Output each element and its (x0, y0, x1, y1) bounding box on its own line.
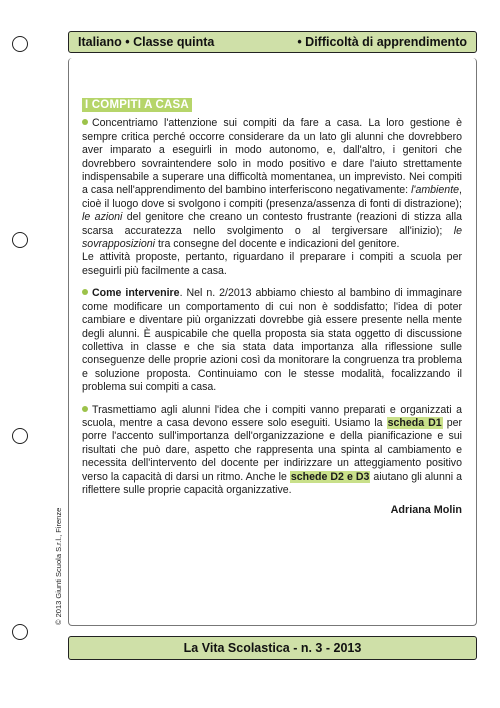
bullet-icon (82, 406, 88, 412)
worksheet-d2-d3-highlight: schede D2 e D3 (290, 470, 370, 483)
paragraph-intervention: Come intervenire. Nel n. 2/2013 abbiamo chiesto al bambino di immaginare come modificare un comportamento di cui non è soddisfatto; l'idea di poter cambiare e diventare più organizzati dovrebbe già essere presente nella mente degli alunni. È auspicabile che quella proposta sia stata oggetto di discussione collettiva in classe e che sia stata data importanza alla riflessione sulle conseguenze delle proprie azioni così da monitorare la congruenza tra problema e soluzione proposta. Continuiamo con le stesse modalità, focalizzando il problema sui compiti a casa. (82, 287, 463, 394)
paragraph-worksheets: Trasmettiamo agli alunni l'idea che i compiti vanno preparati e organizzati a scuola, mentre a casa devono essere solo eseguiti. Usiamo la scheda D1 per porre l'accento sull'importanza dell'organizzazione e della pianificazione e sui risultati che può dare, aspetto che rappresenta una spinta al cambiamento e necessita dell'intervento del docente per indirizzare un atteggiamento positivo verso la capacità di darsi un ritmo. Anche le schede D2 e D3 aiutano gli alunni a riflettere sulle proprie capacità organizzative. (82, 403, 463, 496)
header-bar (68, 31, 477, 53)
footer-bar (68, 636, 477, 660)
copyright-note: © 2013 Giunti Scuola S.r.l., Firenze (54, 507, 63, 625)
paragraph-activities: Le attività proposte, pertanto, riguardano il preparare i compiti a scuola per eseguirli più facilmente a casa. (82, 251, 462, 277)
bullet-icon (82, 119, 88, 125)
header-subject: Italiano • Classe quinta (78, 35, 215, 49)
article-body (82, 98, 462, 518)
header-topic: • Difficoltà di apprendimento (297, 35, 467, 49)
worksheet-d1-highlight: scheda D1 (387, 416, 442, 429)
binder-hole-3 (12, 428, 28, 444)
footer-publication: La Vita Scolastica - n. 3 - 2013 (183, 641, 362, 655)
paragraph-intro: Concentriamo l'attenzione sui compiti da fare a casa. La loro gestione è sempre critica perché occorre considerare da un lato gli alunni che dovrebbero aver imparato a eseguirli in modo autonomo, e, dall'altro, i genitori che dovrebbero sovraintendere solo in modo positivo e dare l'aiuto strettamente indispensabile a superare una difficoltà momentanea, un imprevisto. Nei compiti a casa nell'apprendimento del bambino interferiscono negativamente: l'ambiente, cioè il luogo dove si svolgono i compiti (presenza/assenza di fonti di distrazione); le azioni del genitore che creano un contesto frustrante (reazioni di stizza alla scarsa accuratezza nello svolgimento o al tergiversare all'inizio); le sovrapposizioni tra consegne del docente e indicazioni del genitore. (82, 117, 462, 251)
binder-hole-1 (12, 36, 28, 52)
section-title: I COMPITI A CASA (82, 98, 192, 112)
binder-hole-2 (12, 232, 28, 248)
bullet-icon (82, 289, 88, 295)
binder-hole-4 (12, 624, 28, 640)
author-signature: Adriana Molin (390, 504, 462, 517)
